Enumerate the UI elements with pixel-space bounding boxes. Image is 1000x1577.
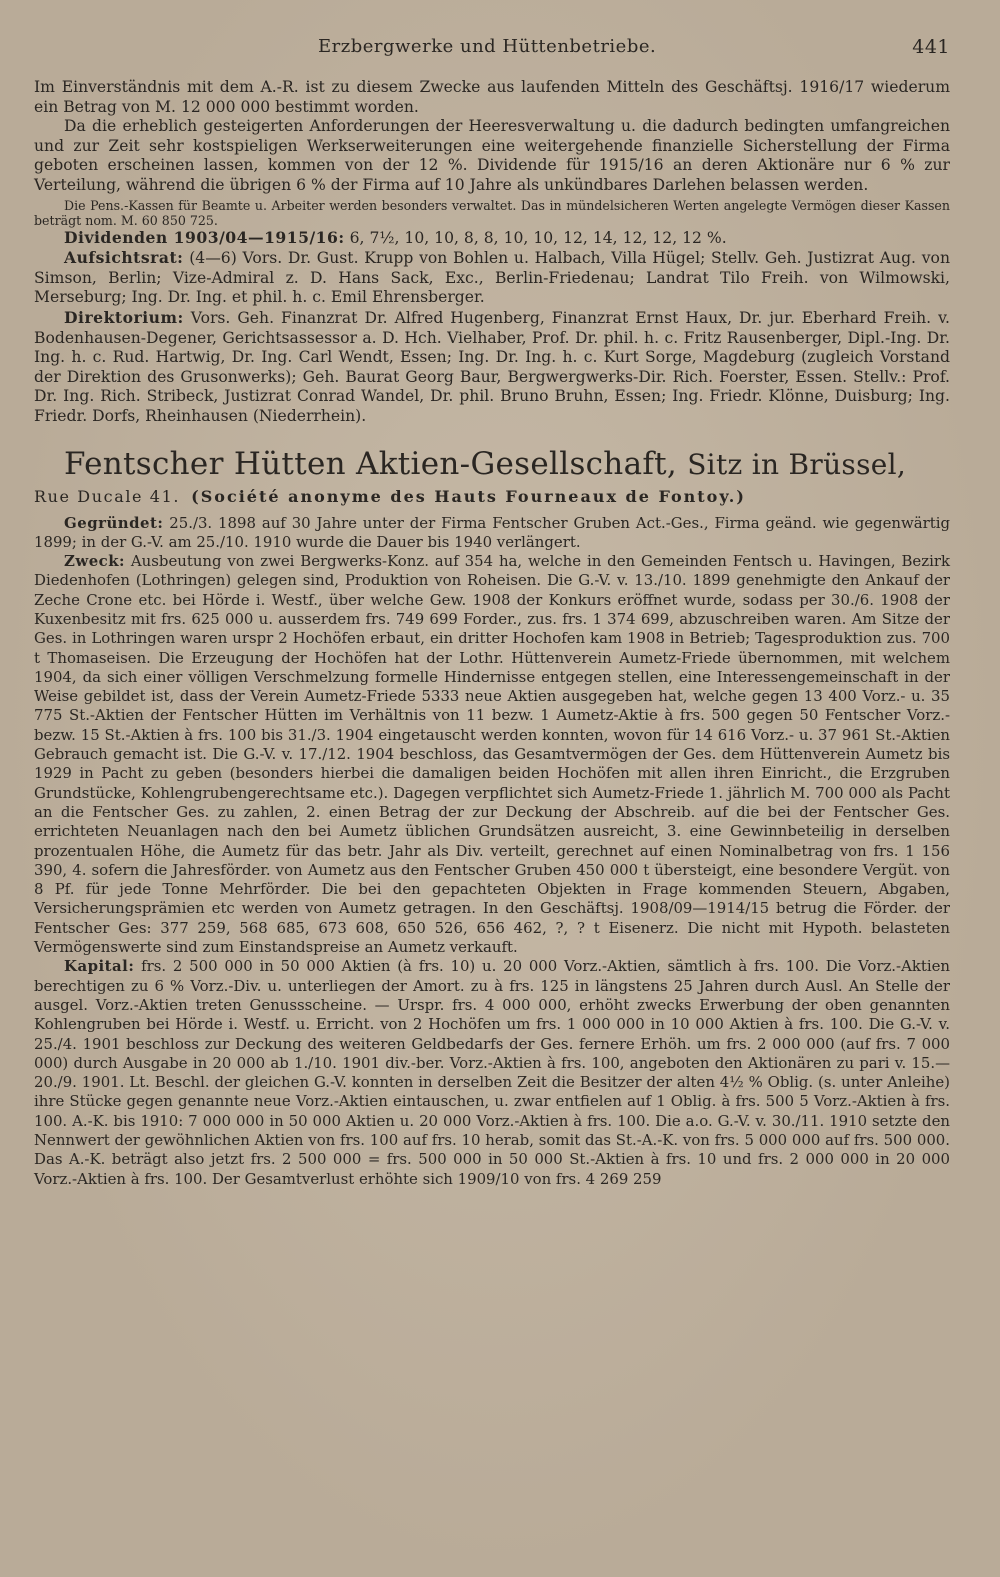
paragraph-dividend-policy: Da die erheblich gesteigerten Anforderungen der Heeresverwaltung u. die dadurch bedingten umfangreichen und zur Zeit sehr kostspieligen Werkserweiterungen eine weitergehende finanzielle Sicherstellung der Firma geboten erscheinen lassen, kommen von der 12 %. Dividende für 1915/16 an deren Aktionäre nur 6 % zur Verteilung, während die übrigen 6 % der Firma auf 10 Jahre als unkündbares Darlehen belassen werden. <box>34 117 950 194</box>
capital-label: Kapital: <box>64 957 135 976</box>
krupp-section <box>34 78 950 427</box>
running-head <box>34 36 950 64</box>
fentsch-section <box>34 445 950 1189</box>
supervisory-board-members: (4—6) Vors. Dr. Gust. Krupp von Bohlen u. Halbach, Villa Hügel; Stellv. Geh. Justizrat Aug. von Simson, Berlin; Vize-Admiral z. D. Hans Sack, Exc., Berlin-Friedenau; Landrat Tilo Freih. von Wilmowski, Merseburg; Ing. Dr. Ing. et phil. h. c. Emil Ehrensberger. <box>34 249 950 307</box>
running-head-title: Erzbergwerke und Hüttenbetriebe. <box>318 36 657 57</box>
capital-entry <box>34 957 950 1189</box>
company-address: Rue Ducale 41. <box>34 486 181 506</box>
founded-entry <box>34 514 950 553</box>
founded-label: Gegründet: <box>64 513 164 532</box>
founded-text: 25./3. 1898 auf 30 Jahre unter der Firma Fentscher Gruben Act.-Ges., Firma geänd. wie gegenwärtig 1899; in der G.-V. am 25./10. 1910 wurde die Dauer bis 1940 verlängert. <box>34 513 951 551</box>
company-seat: Sitz in Brüssel, <box>687 447 907 481</box>
purpose-text: Ausbeutung von zwei Bergwerks-Konz. auf 354 ha, welche in den Gemeinden Fentsch u. Havingen, Bezirk Diedenhofen (Lothringen) gelegen sind, Produktion von Roheisen. Die G.-V. v. 13./10. 1899 genehmigte den Ankauf der Zeche Crone etc. bei Hörde i. Westf., über welche Gew. 1908 der Konkurs eröffnet wurde, sodass per 30./6. 1908 der Kuxenbesitz mit frs. 625 000 u. ausserdem frs. 749 699 Forder., zus. frs. 1 374 699, abzuschreiben waren. Am Sitze der Ges. in Lothringen waren urspr 2 Hochöfen erbaut, ein dritter Hochofen kam 1908 in Betrieb; Tagesproduktion zus. 700 t Thomaseisen. Die Erzeugung der Hochöfen hat der Lothr. Hüttenverein Aumetz-Friede übernommen, mit welchem 1904, da sich einer völligen Verschmelzung formelle Hindernisse entgegen stellen, eine Interessengemeinschaft in der Weise gebildet ist, dass der Verein Aumetz-Friede 5333 neue Aktien ausgegeben hat, welche gegen 13 400 Vorz.- u. 35 775 St.-Aktien der Fentscher Hütten im Verhältnis von 11 bezw. 1 Aumetz-Aktie à frs. 500 gegen 50 Fentscher Vorz.- bezw. 15 St.-Aktien à frs. 100 bis 31./3. 1904 eingetauscht werden konnten, wovon für 14 616 Vorz.- u. 37 961 St.-Aktien Gebrauch gemacht ist. Die G.-V. v. 17./12. 1904 beschloss, das Gesamtvermögen der Ges. dem Hüttenverein Aumetz bis 1929 in Pacht zu geben (besonders hierbei die damaligen beiden Hochöfen mit allen ihren Einricht., die Erzgruben Grundstücke, Kohlengrubengerechtsame etc.). Dagegen verpflichtet sich Aumetz-Friede 1. jährlich M. 700 000 als Pacht an die Fentscher Ges. zu zahlen, 2. einen Betrag der zur Deckung der Abschreib. auf die bei der Fentscher Ges. errichteten Neuanlagen nach den bei Aumetz üblichen Grundsätzen ausreicht, 3. eine Gewinnbeteilig in derselben prozentualen Höhe, die Aumetz für das betr. Jahr als Div. verteilt, gerechnet auf einen Nominalbetrag von frs. 1 156 390, 4. sofern die Jahresförder. von Aumetz aus den Fentscher Gruben 450 000 t übersteigt, eine besondere Vergüt. von 8 Pf. für jede Tonne Mehrförder. Die bei den gepachteten Objekten in Frage kommenden Steuern, Abgaben, Versicherungsprämien etc werden von Aumetz getragen. In den Geschäftsj. 1908/09—1914/15 betrug die Förder. der Fentscher Ges: 377 259, 568 685, 673 608, 650 526, 656 462, ?, ? t Eisenerz. Die nicht mit Hypoth. belasteten Vermögenswerte sind zum Einstandspreise an Aumetz verkauft. <box>34 552 950 957</box>
purpose-label: Zweck: <box>64 552 126 571</box>
company-subheading <box>34 486 950 508</box>
directorate-label: Direktorium: <box>64 307 184 327</box>
capital-text: frs. 2 500 000 in 50 000 Aktien (à frs. 10) u. 20 000 Vorz.-Aktien, sämtlich à frs. 100. Die Vorz.-Aktien berechtigen zu 6 % Vorz.-Div. u. unterliegen der Amort. zu à frs. 125 in längstens 25 Jahren durch Ausl. An Stelle der ausgel. Vorz.-Aktien treten Genussscheine. — Urspr. frs. 4 000 000, erhöht zwecks Erwerbung der oben genannten Kohlengruben bei Hörde i. Westf. u. Erricht. von 2 Hochöfen um frs. 1 000 000 in 10 000 Aktien à frs. 100. Die G.-V. v. 25./4. 1901 beschloss zur Deckung des weiteren Geldbedarfs der Ges. fernere Erhöh. um frs. 2 000 000 (auf frs. 7 000 000) durch Ausgabe in 20 000 ab 1./10. 1901 div.-ber. Vorz.-Aktien à frs. 100, angeboten den Aktionären zu pari v. 15.—20./9. 1901. Lt. Beschl. der gleichen G.-V. konnten in derselben Zeit die Besitzer der alten 4½ % Oblig. (s. unter Anleihe) ihre Stücke gegen genannte neue Vorz.-Aktien eintauschen, u. zwar entfielen auf 1 Oblig. à frs. 500 5 Vorz.-Aktien à frs. 100. A.-K. bis 1910: 7 000 000 in 50 000 Aktien u. 20 000 Vorz.-Aktien à frs. 100. Die a.o. G.-V. v. 30./11. 1910 setzte den Nennwert der gewöhnlichen Aktien von frs. 100 auf frs. 10 herab, somit das St.-A.-K. von frs. 5 000 000 auf frs. 500 000. Das A.-K. beträgt also jetzt frs. 2 500 000 = frs. 500 000 in 50 000 St.-Aktien à frs. 10 und frs. 2 000 000 in 20 000 Vorz.-Aktien à frs. 100. Der Gesamtverlust erhöhte sich 1909/10 von frs. 4 269 259 <box>34 957 950 1188</box>
dividends-label: Dividenden 1903/04—1915/16: <box>64 227 345 247</box>
directorate-entry <box>34 308 950 427</box>
paragraph-pension-funds: Die Pens.-Kassen für Beamte u. Arbeiter werden besonders verwaltet. Das in mündelsicheren Werten angelegte Vermögen dieser Kassen beträgt nom. M. 60 850 725. <box>34 197 950 228</box>
supervisory-board-entry <box>34 248 950 308</box>
paragraph-funding: Im Einverständnis mit dem A.-R. ist zu diesem Zwecke aus laufenden Mitteln des Geschäftsj. 1916/17 wiederum ein Betrag von M. 12 000 000 bestimmt worden. <box>34 78 950 116</box>
directorate-members: Vors. Geh. Finanzrat Dr. Alfred Hugenberg, Finanzrat Ernst Haux, Dr. jur. Eberhard Freih. v. Bodenhausen-Degener, Gerichtsassessor a. D. Hch. Vielhaber, Prof. Dr. phil. h. c. Fritz Rausenberger, Dipl.-Ing. Dr. Ing. h. c. Rud. Hartwig, Dr. Ing. Carl Wendt, Essen; Ing. Dr. Ing. h. c. Kurt Sorge, Magdeburg (zugleich Vorstand der Direktion des Grusonwerks); Geh. Baurat Georg Baur, Bergwergwerks-Dir. Rich. Foerster, Essen. Stellv.: Prof. Dr. Ing. Rich. Stribeck, Justizrat Conrad Wandel, Dr. phil. Bruno Bruhn, Essen; Ing. Friedr. Klönne, Duisburg; Ing. Friedr. Dorfs, Rheinhausen (Niederrhein). <box>34 308 950 425</box>
company-name: Fentscher Hütten Aktien-Gesellschaft, <box>64 445 678 482</box>
page-number: 441 <box>912 36 950 58</box>
company-french-name: (Société anonyme des Hauts Fourneaux de Fontoy.) <box>191 486 746 506</box>
dividends-entry <box>34 228 950 249</box>
company-heading <box>64 445 950 484</box>
dividends-values: 6, 7½, 10, 10, 8, 8, 10, 10, 12, 14, 12, 12, 12 %. <box>349 228 727 247</box>
purpose-entry <box>34 552 950 957</box>
supervisory-board-label: Aufsichtsrat: <box>64 248 184 268</box>
